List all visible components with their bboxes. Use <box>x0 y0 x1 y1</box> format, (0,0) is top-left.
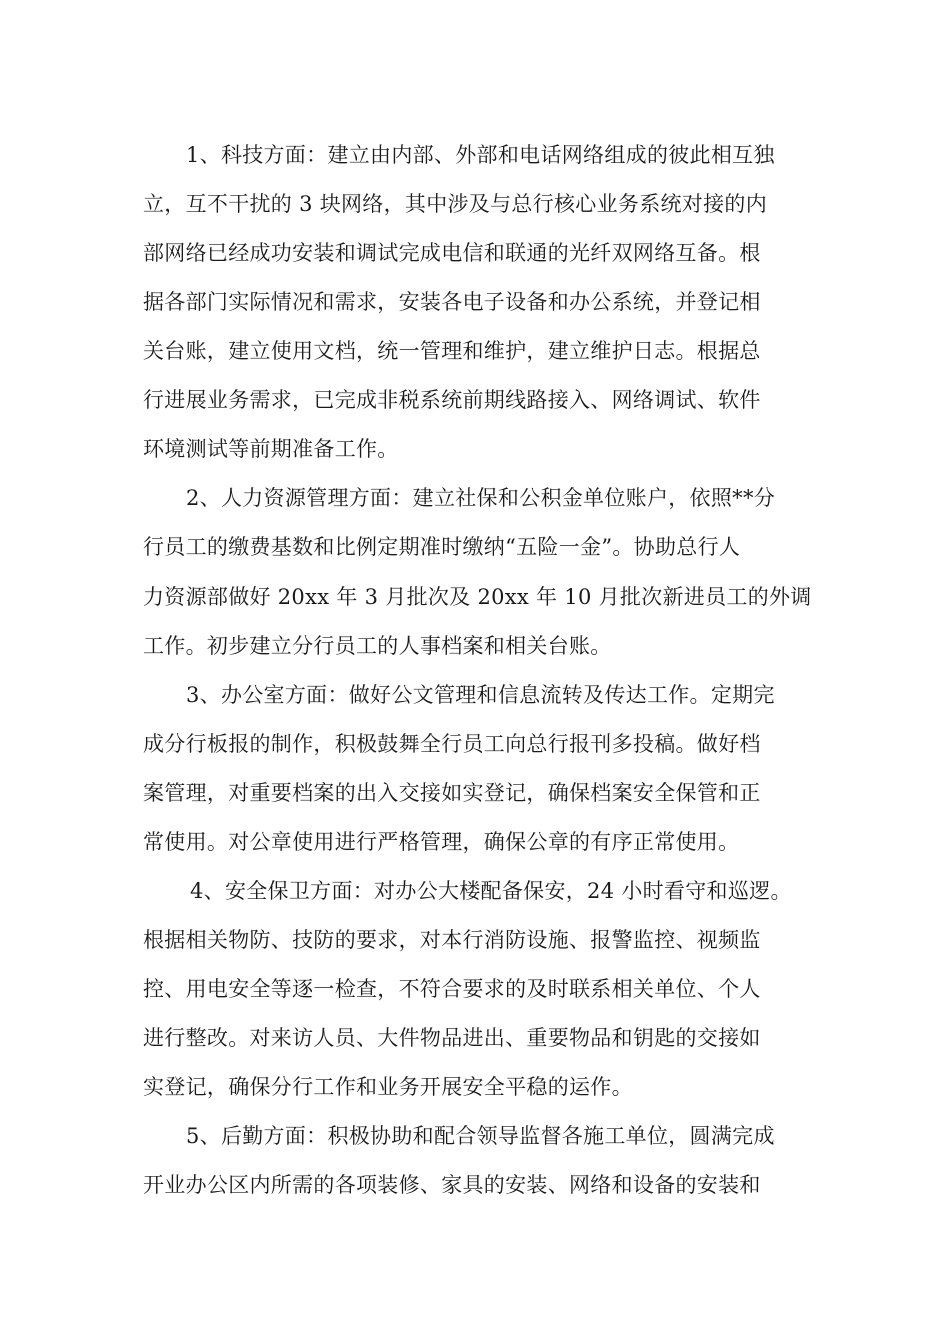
paragraph-3-line-1: 3、办公室方面：做好公文管理和信息流转及传达工作。定期完 <box>186 683 775 707</box>
paragraph-1-line-7: 环境测试等前期准备工作。 <box>143 437 399 461</box>
paragraph-4-line-2: 根据相关物防、技防的要求，对本行消防设施、报警监控、视频监 <box>143 928 761 952</box>
paragraph-1-line-2: 立，互不干扰的 3 块网络，其中涉及与总行核心业务系统对接的内 <box>143 192 768 216</box>
paragraph-2-line-1: 2、人力资源管理方面：建立社保和公积金单位账户，依照**分 <box>186 486 776 510</box>
paragraph-1-line-3: 部网络已经成功安装和调试完成电信和联通的光纤双网络互备。根 <box>143 241 761 265</box>
paragraph-3-line-3: 案管理，对重要档案的出入交接如实登记，确保档案安全保管和正 <box>143 781 761 805</box>
paragraph-2-line-2: 行员工的缴费基数和比例定期准时缴纳“五险一金”。协助总行人 <box>143 535 741 559</box>
paragraph-4-line-4: 进行整改。对来访人员、大件物品进出、重要物品和钥匙的交接如 <box>143 1026 761 1050</box>
paragraph-1-line-6: 行进展业务需求，已完成非税系统前期线路接入、网络调试、软件 <box>143 388 761 412</box>
paragraph-4-line-3: 控、用电安全等逐一检查，不符合要求的及时联系相关单位、个人 <box>143 977 761 1001</box>
paragraph-4-line-1: 4、安全保卫方面：对办公大楼配备保安，24 小时看守和巡逻。 <box>190 879 792 903</box>
paragraph-1-line-5: 关台账，建立使用文档，统一管理和维护，建立维护日志。根据总 <box>143 339 761 363</box>
paragraph-1-line-4: 据各部门实际情况和需求，安装各电子设备和办公系统，并登记相 <box>143 290 761 314</box>
paragraph-5-line-1: 5、后勤方面：积极协助和配合领导监督各施工单位，圆满完成 <box>186 1124 775 1148</box>
paragraph-5-line-2: 开业办公区内所需的各项装修、家具的安装、网络和设备的安装和 <box>143 1173 761 1197</box>
paragraph-1-line-1: 1、科技方面：建立由内部、外部和电话网络组成的彼此相互独 <box>186 143 775 167</box>
paragraph-4-line-5: 实登记，确保分行工作和业务开展安全平稳的运作。 <box>143 1075 633 1099</box>
paragraph-3-line-2: 成分行板报的制作，积极鼓舞全行员工向总行报刊多投稿。做好档 <box>143 732 761 756</box>
paragraph-2-line-4: 工作。初步建立分行员工的人事档案和相关台账。 <box>143 634 612 658</box>
paragraph-3-line-4: 常使用。对公章使用进行严格管理，确保公章的有序正常使用。 <box>143 830 740 854</box>
paragraph-2-line-3: 力资源部做好 20xx 年 3 月批次及 20xx 年 10 月批次新进员工的外调 <box>143 585 812 609</box>
